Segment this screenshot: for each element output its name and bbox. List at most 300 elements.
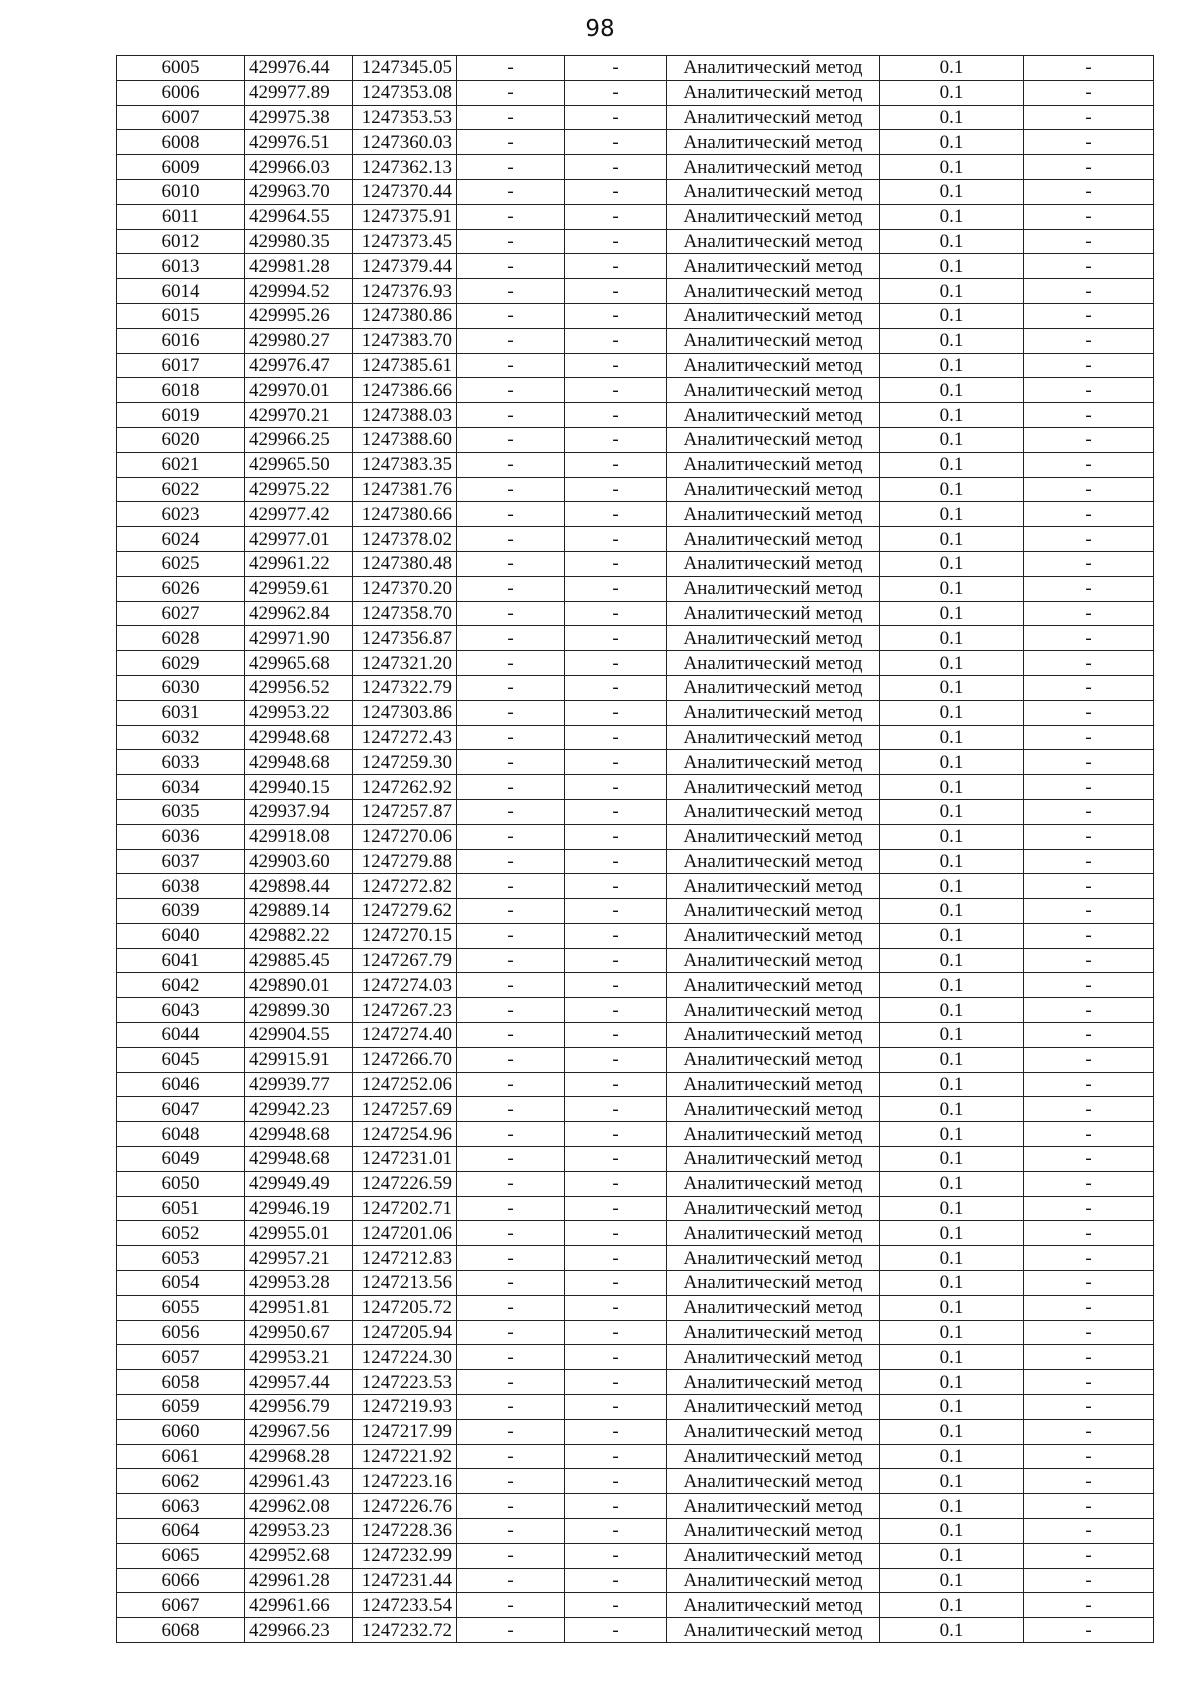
empty-cell-a: -: [457, 1196, 565, 1221]
table-row: [117, 1419, 1154, 1444]
source-number-cell: 6061: [117, 1444, 245, 1469]
method-cell: Аналитический метод: [667, 1519, 880, 1544]
source-number-cell: 6032: [117, 725, 245, 750]
empty-cell-c: -: [1024, 403, 1154, 428]
method-cell: Аналитический метод: [667, 551, 880, 576]
value-cell: 0.1: [880, 1147, 1024, 1172]
method-cell: Аналитический метод: [667, 452, 880, 477]
x-coordinate-cell: 1247272.43: [353, 725, 457, 750]
x-coordinate-cell: 1247223.16: [353, 1469, 457, 1494]
y-coordinate-cell: 429975.22: [245, 477, 353, 502]
empty-cell-a: -: [457, 1271, 565, 1296]
empty-cell-a: -: [457, 1395, 565, 1420]
empty-cell-a: -: [457, 651, 565, 676]
source-number-cell: 6064: [117, 1519, 245, 1544]
empty-cell-a: -: [457, 998, 565, 1023]
y-coordinate-cell: 429975.38: [245, 105, 353, 130]
empty-cell-c: -: [1024, 1196, 1154, 1221]
source-number-cell: 6026: [117, 576, 245, 601]
value-cell: 0.1: [880, 700, 1024, 725]
empty-cell-a: -: [457, 1494, 565, 1519]
empty-cell-a: -: [457, 155, 565, 180]
empty-cell-a: -: [457, 1593, 565, 1618]
source-number-cell: 6007: [117, 105, 245, 130]
method-cell: Аналитический метод: [667, 1097, 880, 1122]
x-coordinate-cell: 1247217.99: [353, 1419, 457, 1444]
table-row: [117, 899, 1154, 924]
method-cell: Аналитический метод: [667, 1494, 880, 1519]
empty-cell-b: -: [565, 179, 667, 204]
value-cell: 0.1: [880, 1023, 1024, 1048]
table-row: [117, 56, 1154, 81]
method-cell: Аналитический метод: [667, 279, 880, 304]
method-cell: Аналитический метод: [667, 527, 880, 552]
value-cell: 0.1: [880, 1171, 1024, 1196]
value-cell: 0.1: [880, 527, 1024, 552]
empty-cell-a: -: [457, 601, 565, 626]
empty-cell-b: -: [565, 675, 667, 700]
source-number-cell: 6023: [117, 502, 245, 527]
method-cell: Аналитический метод: [667, 849, 880, 874]
source-number-cell: 6039: [117, 899, 245, 924]
y-coordinate-cell: 429937.94: [245, 799, 353, 824]
empty-cell-c: -: [1024, 105, 1154, 130]
empty-cell-a: -: [457, 1345, 565, 1370]
value-cell: 0.1: [880, 626, 1024, 651]
table-row: [117, 998, 1154, 1023]
empty-cell-c: -: [1024, 1370, 1154, 1395]
table-row: [117, 427, 1154, 452]
table-row: [117, 527, 1154, 552]
empty-cell-a: -: [457, 551, 565, 576]
y-coordinate-cell: 429889.14: [245, 899, 353, 924]
empty-cell-a: -: [457, 923, 565, 948]
source-number-cell: 6035: [117, 799, 245, 824]
table-row: [117, 849, 1154, 874]
empty-cell-b: -: [565, 1568, 667, 1593]
empty-cell-b: -: [565, 477, 667, 502]
x-coordinate-cell: 1247279.62: [353, 899, 457, 924]
method-cell: Аналитический метод: [667, 1345, 880, 1370]
table-row: [117, 1568, 1154, 1593]
empty-cell-c: -: [1024, 675, 1154, 700]
x-coordinate-cell: 1247270.06: [353, 824, 457, 849]
x-coordinate-cell: 1247266.70: [353, 1047, 457, 1072]
y-coordinate-cell: 429939.77: [245, 1072, 353, 1097]
y-coordinate-cell: 429961.43: [245, 1469, 353, 1494]
y-coordinate-cell: 429948.68: [245, 725, 353, 750]
method-cell: Аналитический метод: [667, 1320, 880, 1345]
x-coordinate-cell: 1247378.02: [353, 527, 457, 552]
table-row: [117, 80, 1154, 105]
empty-cell-a: -: [457, 452, 565, 477]
empty-cell-c: -: [1024, 576, 1154, 601]
x-coordinate-cell: 1247386.66: [353, 378, 457, 403]
empty-cell-b: -: [565, 502, 667, 527]
y-coordinate-cell: 429961.28: [245, 1568, 353, 1593]
table-row: [117, 651, 1154, 676]
value-cell: 0.1: [880, 849, 1024, 874]
value-cell: 0.1: [880, 576, 1024, 601]
empty-cell-b: -: [565, 551, 667, 576]
empty-cell-a: -: [457, 477, 565, 502]
source-number-cell: 6051: [117, 1196, 245, 1221]
table-row: [117, 403, 1154, 428]
x-coordinate-cell: 1247267.79: [353, 948, 457, 973]
empty-cell-a: -: [457, 1221, 565, 1246]
empty-cell-b: -: [565, 1271, 667, 1296]
empty-cell-c: -: [1024, 700, 1154, 725]
table-row: [117, 775, 1154, 800]
empty-cell-c: -: [1024, 204, 1154, 229]
empty-cell-b: -: [565, 1171, 667, 1196]
method-cell: Аналитический метод: [667, 1047, 880, 1072]
value-cell: 0.1: [880, 502, 1024, 527]
x-coordinate-cell: 1247322.79: [353, 675, 457, 700]
y-coordinate-cell: 429962.08: [245, 1494, 353, 1519]
empty-cell-a: -: [457, 576, 565, 601]
table-row: [117, 130, 1154, 155]
empty-cell-b: -: [565, 527, 667, 552]
source-number-cell: 6059: [117, 1395, 245, 1420]
empty-cell-c: -: [1024, 1519, 1154, 1544]
source-number-cell: 6029: [117, 651, 245, 676]
value-cell: 0.1: [880, 1097, 1024, 1122]
table-row: [117, 626, 1154, 651]
empty-cell-b: -: [565, 1494, 667, 1519]
source-number-cell: 6048: [117, 1122, 245, 1147]
y-coordinate-cell: 429948.68: [245, 1147, 353, 1172]
y-coordinate-cell: 429940.15: [245, 775, 353, 800]
value-cell: 0.1: [880, 775, 1024, 800]
table-row: [117, 576, 1154, 601]
table-row: [117, 725, 1154, 750]
value-cell: 0.1: [880, 130, 1024, 155]
empty-cell-b: -: [565, 849, 667, 874]
empty-cell-c: -: [1024, 179, 1154, 204]
value-cell: 0.1: [880, 105, 1024, 130]
table-row: [117, 1345, 1154, 1370]
source-number-cell: 6060: [117, 1419, 245, 1444]
table-row: [117, 1543, 1154, 1568]
source-number-cell: 6006: [117, 80, 245, 105]
x-coordinate-cell: 1247272.82: [353, 874, 457, 899]
x-coordinate-cell: 1247201.06: [353, 1221, 457, 1246]
method-cell: Аналитический метод: [667, 130, 880, 155]
table-row: [117, 675, 1154, 700]
table-row: [117, 1370, 1154, 1395]
value-cell: 0.1: [880, 1419, 1024, 1444]
empty-cell-b: -: [565, 824, 667, 849]
table-row: [117, 923, 1154, 948]
empty-cell-b: -: [565, 403, 667, 428]
x-coordinate-cell: 1247252.06: [353, 1072, 457, 1097]
y-coordinate-cell: 429890.01: [245, 973, 353, 998]
method-cell: Аналитический метод: [667, 403, 880, 428]
table-row: [117, 1295, 1154, 1320]
empty-cell-b: -: [565, 1370, 667, 1395]
x-coordinate-cell: 1247362.13: [353, 155, 457, 180]
empty-cell-c: -: [1024, 155, 1154, 180]
empty-cell-c: -: [1024, 1147, 1154, 1172]
method-cell: Аналитический метод: [667, 1593, 880, 1618]
empty-cell-a: -: [457, 1320, 565, 1345]
source-number-cell: 6034: [117, 775, 245, 800]
value-cell: 0.1: [880, 1568, 1024, 1593]
table-row: [117, 378, 1154, 403]
source-number-cell: 6009: [117, 155, 245, 180]
empty-cell-b: -: [565, 1469, 667, 1494]
table-row: [117, 1469, 1154, 1494]
empty-cell-c: -: [1024, 1469, 1154, 1494]
value-cell: 0.1: [880, 56, 1024, 81]
value-cell: 0.1: [880, 1543, 1024, 1568]
value-cell: 0.1: [880, 452, 1024, 477]
method-cell: Аналитический метод: [667, 799, 880, 824]
empty-cell-b: -: [565, 155, 667, 180]
empty-cell-c: -: [1024, 279, 1154, 304]
x-coordinate-cell: 1247274.40: [353, 1023, 457, 1048]
y-coordinate-cell: 429977.01: [245, 527, 353, 552]
empty-cell-c: -: [1024, 56, 1154, 81]
table-row: [117, 799, 1154, 824]
empty-cell-a: -: [457, 1444, 565, 1469]
empty-cell-b: -: [565, 799, 667, 824]
method-cell: Аналитический метод: [667, 204, 880, 229]
value-cell: 0.1: [880, 948, 1024, 973]
method-cell: Аналитический метод: [667, 874, 880, 899]
value-cell: 0.1: [880, 1221, 1024, 1246]
y-coordinate-cell: 429882.22: [245, 923, 353, 948]
x-coordinate-cell: 1247388.03: [353, 403, 457, 428]
empty-cell-a: -: [457, 824, 565, 849]
x-coordinate-cell: 1247228.36: [353, 1519, 457, 1544]
table-row: [117, 1246, 1154, 1271]
empty-cell-a: -: [457, 1519, 565, 1544]
method-cell: Аналитический метод: [667, 1171, 880, 1196]
empty-cell-a: -: [457, 179, 565, 204]
method-cell: Аналитический метод: [667, 1122, 880, 1147]
page-number: 98: [585, 16, 615, 42]
x-coordinate-cell: 1247370.20: [353, 576, 457, 601]
empty-cell-b: -: [565, 1444, 667, 1469]
y-coordinate-cell: 429970.21: [245, 403, 353, 428]
empty-cell-c: -: [1024, 849, 1154, 874]
y-coordinate-cell: 429953.28: [245, 1271, 353, 1296]
value-cell: 0.1: [880, 1618, 1024, 1643]
table-row: [117, 502, 1154, 527]
value-cell: 0.1: [880, 1370, 1024, 1395]
source-number-cell: 6024: [117, 527, 245, 552]
table-row: [117, 353, 1154, 378]
empty-cell-c: -: [1024, 378, 1154, 403]
empty-cell-b: -: [565, 1295, 667, 1320]
method-cell: Аналитический метод: [667, 229, 880, 254]
source-number-cell: 6057: [117, 1345, 245, 1370]
table-row: [117, 973, 1154, 998]
source-number-cell: 6042: [117, 973, 245, 998]
empty-cell-b: -: [565, 998, 667, 1023]
table-row: [117, 1171, 1154, 1196]
empty-cell-b: -: [565, 725, 667, 750]
method-cell: Аналитический метод: [667, 1370, 880, 1395]
empty-cell-c: -: [1024, 130, 1154, 155]
empty-cell-a: -: [457, 973, 565, 998]
x-coordinate-cell: 1247358.70: [353, 601, 457, 626]
method-cell: Аналитический метод: [667, 1543, 880, 1568]
method-cell: Аналитический метод: [667, 1568, 880, 1593]
x-coordinate-cell: 1247232.99: [353, 1543, 457, 1568]
value-cell: 0.1: [880, 254, 1024, 279]
empty-cell-c: -: [1024, 1072, 1154, 1097]
empty-cell-a: -: [457, 1147, 565, 1172]
table-row: [117, 1097, 1154, 1122]
source-number-cell: 6015: [117, 303, 245, 328]
value-cell: 0.1: [880, 799, 1024, 824]
empty-cell-c: -: [1024, 1419, 1154, 1444]
empty-cell-b: -: [565, 1345, 667, 1370]
source-number-cell: 6020: [117, 427, 245, 452]
source-number-cell: 6068: [117, 1618, 245, 1643]
empty-cell-c: -: [1024, 1221, 1154, 1246]
table-row: [117, 1519, 1154, 1544]
method-cell: Аналитический метод: [667, 899, 880, 924]
table-row: [117, 279, 1154, 304]
empty-cell-c: -: [1024, 1618, 1154, 1643]
y-coordinate-cell: 429965.68: [245, 651, 353, 676]
empty-cell-b: -: [565, 1246, 667, 1271]
empty-cell-b: -: [565, 353, 667, 378]
empty-cell-c: -: [1024, 824, 1154, 849]
value-cell: 0.1: [880, 1494, 1024, 1519]
empty-cell-c: -: [1024, 229, 1154, 254]
empty-cell-a: -: [457, 799, 565, 824]
y-coordinate-cell: 429971.90: [245, 626, 353, 651]
empty-cell-c: -: [1024, 1295, 1154, 1320]
y-coordinate-cell: 429976.44: [245, 56, 353, 81]
x-coordinate-cell: 1247219.93: [353, 1395, 457, 1420]
source-number-cell: 6028: [117, 626, 245, 651]
empty-cell-b: -: [565, 1047, 667, 1072]
y-coordinate-cell: 429980.27: [245, 328, 353, 353]
y-coordinate-cell: 429980.35: [245, 229, 353, 254]
empty-cell-a: -: [457, 1295, 565, 1320]
table-row: [117, 551, 1154, 576]
empty-cell-b: -: [565, 1320, 667, 1345]
method-cell: Аналитический метод: [667, 1469, 880, 1494]
x-coordinate-cell: 1247376.93: [353, 279, 457, 304]
table-row: [117, 477, 1154, 502]
value-cell: 0.1: [880, 303, 1024, 328]
empty-cell-b: -: [565, 700, 667, 725]
method-cell: Аналитический метод: [667, 1196, 880, 1221]
y-coordinate-cell: 429970.01: [245, 378, 353, 403]
source-number-cell: 6038: [117, 874, 245, 899]
x-coordinate-cell: 1247270.15: [353, 923, 457, 948]
y-coordinate-cell: 429953.22: [245, 700, 353, 725]
source-number-cell: 6012: [117, 229, 245, 254]
x-coordinate-cell: 1247254.96: [353, 1122, 457, 1147]
value-cell: 0.1: [880, 1593, 1024, 1618]
empty-cell-b: -: [565, 1097, 667, 1122]
empty-cell-c: -: [1024, 328, 1154, 353]
empty-cell-a: -: [457, 899, 565, 924]
empty-cell-a: -: [457, 874, 565, 899]
method-cell: Аналитический метод: [667, 948, 880, 973]
y-coordinate-cell: 429946.19: [245, 1196, 353, 1221]
x-coordinate-cell: 1247381.76: [353, 477, 457, 502]
x-coordinate-cell: 1247356.87: [353, 626, 457, 651]
source-number-cell: 6037: [117, 849, 245, 874]
empty-cell-a: -: [457, 700, 565, 725]
empty-cell-a: -: [457, 1171, 565, 1196]
y-coordinate-cell: 429950.67: [245, 1320, 353, 1345]
method-cell: Аналитический метод: [667, 1618, 880, 1643]
x-coordinate-cell: 1247231.44: [353, 1568, 457, 1593]
empty-cell-b: -: [565, 204, 667, 229]
empty-cell-a: -: [457, 626, 565, 651]
method-cell: Аналитический метод: [667, 179, 880, 204]
table-body: [117, 56, 1154, 1643]
empty-cell-c: -: [1024, 874, 1154, 899]
x-coordinate-cell: 1247370.44: [353, 179, 457, 204]
method-cell: Аналитический метод: [667, 1419, 880, 1444]
empty-cell-c: -: [1024, 750, 1154, 775]
empty-cell-a: -: [457, 527, 565, 552]
table-row: [117, 700, 1154, 725]
value-cell: 0.1: [880, 750, 1024, 775]
value-cell: 0.1: [880, 1122, 1024, 1147]
empty-cell-c: -: [1024, 551, 1154, 576]
x-coordinate-cell: 1247379.44: [353, 254, 457, 279]
source-number-cell: 6008: [117, 130, 245, 155]
empty-cell-c: -: [1024, 452, 1154, 477]
x-coordinate-cell: 1247233.54: [353, 1593, 457, 1618]
method-cell: Аналитический метод: [667, 1295, 880, 1320]
empty-cell-c: -: [1024, 651, 1154, 676]
value-cell: 0.1: [880, 179, 1024, 204]
source-number-cell: 6021: [117, 452, 245, 477]
source-number-cell: 6027: [117, 601, 245, 626]
y-coordinate-cell: 429915.91: [245, 1047, 353, 1072]
x-coordinate-cell: 1247213.56: [353, 1271, 457, 1296]
table-row: [117, 452, 1154, 477]
x-coordinate-cell: 1247226.76: [353, 1494, 457, 1519]
table-row: [117, 179, 1154, 204]
x-coordinate-cell: 1247385.61: [353, 353, 457, 378]
value-cell: 0.1: [880, 1320, 1024, 1345]
source-number-cell: 6019: [117, 403, 245, 428]
empty-cell-b: -: [565, 279, 667, 304]
empty-cell-a: -: [457, 105, 565, 130]
y-coordinate-cell: 429898.44: [245, 874, 353, 899]
table-row: [117, 1023, 1154, 1048]
x-coordinate-cell: 1247380.66: [353, 502, 457, 527]
x-coordinate-cell: 1247212.83: [353, 1246, 457, 1271]
empty-cell-a: -: [457, 775, 565, 800]
x-coordinate-cell: 1247321.20: [353, 651, 457, 676]
source-number-cell: 6052: [117, 1221, 245, 1246]
empty-cell-b: -: [565, 105, 667, 130]
empty-cell-a: -: [457, 1047, 565, 1072]
method-cell: Аналитический метод: [667, 576, 880, 601]
source-number-cell: 6033: [117, 750, 245, 775]
empty-cell-c: -: [1024, 973, 1154, 998]
x-coordinate-cell: 1247383.35: [353, 452, 457, 477]
empty-cell-b: -: [565, 874, 667, 899]
empty-cell-b: -: [565, 1395, 667, 1420]
empty-cell-c: -: [1024, 1246, 1154, 1271]
